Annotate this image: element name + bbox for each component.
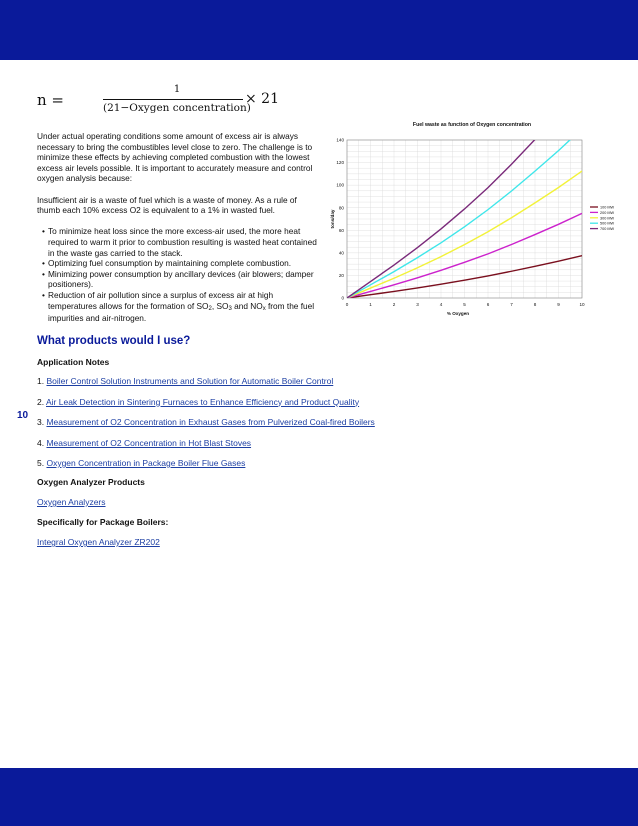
reason-text-part: and NO xyxy=(231,300,263,311)
oxygen-products-heading: Oxygen Analyzer Products xyxy=(37,477,145,487)
x-tick-label: 6 xyxy=(486,302,490,307)
x-axis-label: % Oxygen xyxy=(446,311,470,316)
legend-label: 500 MW xyxy=(600,221,615,226)
subscript: x xyxy=(262,305,266,312)
note-link-package-boiler[interactable]: Oxygen Concentration in Package Boiler Flue Gases xyxy=(46,458,246,468)
formula-rhs: × 21 xyxy=(245,91,279,107)
list-item xyxy=(37,438,375,459)
x-tick-label: 9 xyxy=(557,302,560,307)
fuel-waste-chart xyxy=(326,118,624,318)
x-tick-label: 3 xyxy=(416,302,419,307)
legend-label: 200 MW xyxy=(600,210,615,215)
y-tick-label: 0 xyxy=(341,295,344,301)
x-tick-label: 10 xyxy=(579,302,585,307)
note-link-air-leak[interactable]: Air Leak Detection in Sintering Furnaces to Enhance Efficiency and Product Quality xyxy=(46,396,360,407)
footer-band xyxy=(0,768,638,826)
y-tick-label: 80 xyxy=(338,205,344,211)
legend-label: 700 MW xyxy=(600,227,615,232)
y-tick-label: 40 xyxy=(338,250,344,256)
reason-item xyxy=(43,258,322,269)
section-title: What products would I use? xyxy=(37,335,191,347)
reason-item xyxy=(43,269,322,290)
legend-label: 100 MW xyxy=(600,205,615,210)
x-tick-label: 0 xyxy=(345,302,349,307)
paragraph-excess-air: Under actual operating conditions some amount of excess air is always necessary to bring the combustibles level close to zero. The challenge is to minimize these effects by achieving completed combustion with the lowest excess air levels possible. It is important to accurately measure and control oxygen analysis because: xyxy=(37,131,313,184)
page-number: 10 xyxy=(17,410,29,421)
application-notes-heading: Application Notes xyxy=(37,357,110,367)
oxygen-analyzers-link[interactable]: Oxygen Analyzers xyxy=(37,497,106,507)
y-tick-label: 120 xyxy=(336,160,344,166)
y-tick-label: 60 xyxy=(338,227,344,233)
zr202-link[interactable]: Integral Oxygen Analyzer ZR202 xyxy=(37,537,160,547)
x-tick-label: 7 xyxy=(510,302,513,307)
reason-text: Minimizing power consumption by ancillary devices (air blowers; damper positioners). xyxy=(48,268,314,290)
reason-text xyxy=(48,290,314,323)
bullet-icon: • xyxy=(42,258,45,269)
legend-label: 300 MW xyxy=(600,216,615,221)
subscript: 2 xyxy=(208,305,212,312)
reason-item xyxy=(43,226,322,258)
x-tick-label: 5 xyxy=(463,302,466,307)
list-item xyxy=(37,458,375,479)
y-tick-label: 20 xyxy=(338,273,344,279)
reason-text: Optimizing fuel consumption by maintaining complete combustion. xyxy=(48,258,292,269)
paragraph-insufficient-air: Insufficient air is a waste of fuel which is a waste of money. As a rule of thumb each 10% excess O2 is equivalent to a 1% in wasted fuel. xyxy=(37,194,297,216)
body-text xyxy=(37,131,322,324)
fraction-bar xyxy=(103,99,243,100)
chart-title: Fuel waste as function of Oxygen concentration xyxy=(412,122,532,128)
note-number: 4. xyxy=(37,437,45,448)
formula-numerator: 1 xyxy=(173,84,181,95)
bullet-icon: • xyxy=(42,268,45,279)
reason-text: To minimize heat loss since the more excess-air used, the more heat required to warm it prior to combustion resulting is wasted heat contained in the waste gas carried to the stack. xyxy=(48,226,317,258)
reason-item xyxy=(43,290,322,324)
note-number: 2. xyxy=(37,396,45,407)
excess-air-formula xyxy=(37,78,279,118)
package-boilers-heading: Specifically for Package Boilers: xyxy=(37,517,169,527)
note-number: 3. xyxy=(37,417,45,427)
list-item xyxy=(37,397,375,418)
note-number: 5. xyxy=(37,458,45,468)
formula-lhs: n = xyxy=(37,91,64,109)
y-tick-label: 100 xyxy=(336,182,344,188)
application-notes-list xyxy=(37,376,375,479)
reason-text-part: , SO xyxy=(211,300,229,311)
x-tick-label: 4 xyxy=(439,302,443,307)
formula-denominator: (21−Oxygen concentration) xyxy=(103,102,251,114)
chart-svg xyxy=(326,118,624,318)
reason-text-part: Reduction of air pollution since a surplus of excess air at high temperatures allows for the formation of SO xyxy=(48,289,274,311)
list-item xyxy=(37,417,375,438)
x-tick-label: 8 xyxy=(533,302,537,307)
note-link-boiler-control[interactable]: Boiler Control Solution Instruments and Solution for Automatic Boiler Control xyxy=(46,376,334,386)
y-axis-label: tons/day xyxy=(330,209,335,229)
note-link-o2-coal-boilers[interactable]: Measurement of O2 Concentration in Exhaust Gases from Pulverized Coal-fired Boilers xyxy=(46,417,375,427)
reasons-list xyxy=(37,226,322,323)
note-link-hot-blast-stoves[interactable]: Measurement of O2 Concentration in Hot Blast Stoves xyxy=(46,437,252,448)
reason-text-part: from the fuel impurities and air-nitrogen. xyxy=(48,300,315,324)
y-tick-label: 140 xyxy=(336,137,344,143)
header-band xyxy=(0,0,638,60)
x-tick-label: 2 xyxy=(392,302,396,307)
bullet-icon: • xyxy=(42,289,45,300)
note-number: 1. xyxy=(37,376,45,386)
list-item xyxy=(37,376,375,397)
subscript: 3 xyxy=(228,305,232,312)
bullet-icon: • xyxy=(42,226,45,237)
x-tick-label: 1 xyxy=(369,302,372,307)
